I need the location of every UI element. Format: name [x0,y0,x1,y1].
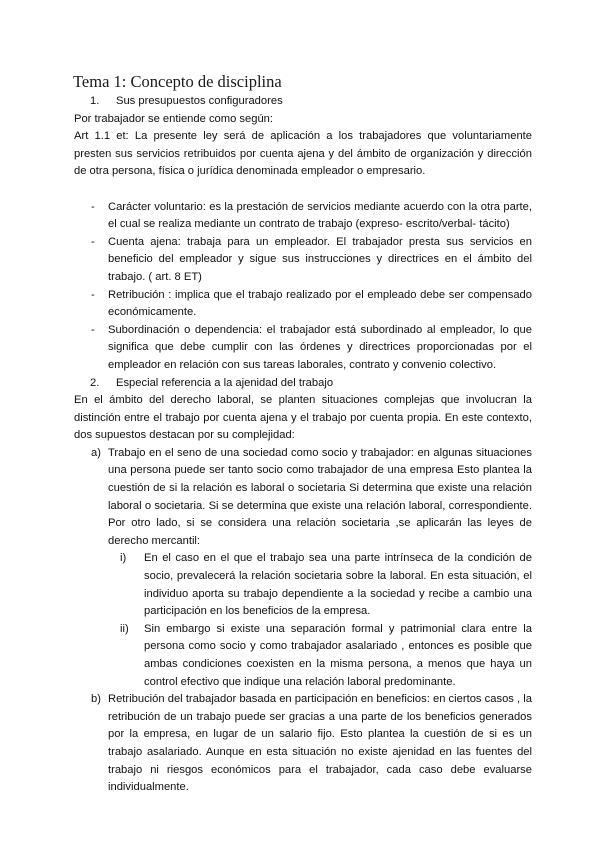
section-1-intro: Por trabajador se entiende como según: [74,112,274,125]
list-item-text: Subordinación o dependencia: el trabajador está subordinado al empleador, lo que significa que debe cumplir con las órdenes y directrices proporcionadas por el empleador en relación con sus tareas laborales, contrato y convenio colectivo. [108,323,532,371]
list-item [74,322,532,375]
subitem-ii-text: Sin embargo si existe una separación formal y patrimonial clara entre la persona como socio y como trabajador asalariado , entonces es posible que ambas condiciones coexisten en la misma persona, a menos que haya un control efectivo que indique una relación laboral predominante. [144,622,532,688]
requirements-list [74,199,532,375]
section-2-intro: En el ámbito del derecho laboral, se planten situaciones complejas que involucran la distinción entre el trabajo por cuenta ajena y el trabajo por cuenta propia. En este contexto, dos supuestos destacan por su complejidad: [74,394,532,442]
subitem-i-text: En el caso en el que el trabajo sea una parte intrínseca de la condición de socio, prevalecerá la relación societaria sobre la laboral. En esta situación, el individuo aporta su trabajo dependiente a la sociedad y recibe a cambio una participación en los beneficios de la empresa. [144,552,532,618]
item-b-text: Retribución del trabajador basada en participación en beneficios: en ciertos casos , la retribución de un trabajo puede ser gracias a una parte de los beneficios generados por la empresa, en lugar de un salario fijo. Esto plantea la cuestión de si es un trabajo asalariado. Aunque en esta situación no existe ajenidad en las fuentes del trabajo ni riesgos económicos para el trabajador, cada caso debe evaluarse individualmente. [108,693,532,794]
section-2-number: 2. [90,376,100,389]
list-item-text: Retribución : implica que el trabajo realizado por el empleado debe ser compensado económicamente. [108,288,532,319]
section-2-heading [74,375,532,393]
item-b-marker: b) [91,693,101,706]
list-item [74,199,532,234]
spacer [74,181,532,199]
section-1-number: 1. [90,95,100,107]
section-1-title: Sus presupuestos configuradores [116,95,283,107]
document-body [74,93,532,797]
bullet-marker: - [91,200,95,213]
bullet-marker: - [91,323,95,336]
list-item-text: Carácter voluntario: es la prestación de servicios mediante acuerdo con la otra parte, el cual se realiza mediante un contrato de trabajo (expreso- escrito/verbal- tácito) [108,200,532,231]
bullet-marker: - [91,288,95,301]
subitem-ii-marker: ii) [120,622,129,635]
item-a-marker: a) [91,446,101,459]
item-a [74,445,532,551]
item-a-text: Trabajo en el seno de una sociedad como socio y trabajador: en algunas situaciones una persona puede ser tanto socio como trabajador de una empresa Esto plantea la cuestión de si la relación es laboral o societaria Si determina que existe una relación laboral o societaria. Si se determina que existe una relación laboral, correspondiente. Por otro lado, si se considera una relación societaria ,se aplicarán las leyes de derecho mercantil: [108,446,532,547]
list-item-text: Cuenta ajena: trabaja para un empleador. El trabajador presta sus servicios en beneficio del empleador y sigue sus instrucciones y directrices en el ámbito del trabajo. ( art. 8 ET) [108,235,532,283]
section-2-title: Especial referencia a la ajenidad del trabajo [116,376,334,389]
subitem-i [74,550,532,620]
section-1-heading [74,93,532,111]
document-title: Tema 1: Concepto de disciplina [73,72,282,91]
list-item [74,287,532,322]
subitem-ii [74,621,532,691]
article-quote: Art 1.1 et: La presente ley será de aplicación a los trabajadores que voluntariamente presten sus servicios retribuidos por cuenta ajena y del ámbito de organización y dirección de otra persona, física o jurídica denominada empleador o empresario. [74,130,532,178]
list-item [74,234,532,287]
item-b [74,691,532,797]
bullet-marker: - [91,235,95,248]
subitem-i-marker: i) [120,552,127,565]
